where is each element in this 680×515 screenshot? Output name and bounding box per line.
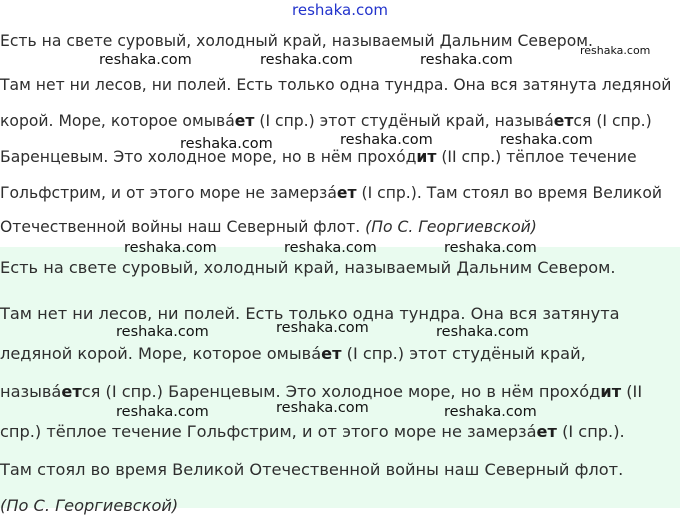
emphasized-ending: ет — [61, 382, 82, 401]
watermark-text: reshaka.com — [116, 404, 209, 420]
site-logo[interactable]: reshaka.com — [292, 1, 388, 19]
emphasized-ending: ет — [536, 422, 557, 441]
text-span: Отечественной войны наш Северный флот. — [0, 218, 366, 236]
watermark-text: reshaka.com — [99, 52, 192, 68]
text-span: Есть на свете суровый, холодный край, называемый Дальним Севером. — [0, 32, 593, 50]
text-line — [0, 112, 652, 130]
watermark-text: reshaka.com — [180, 136, 273, 152]
watermark-text: reshaka.com — [420, 52, 513, 68]
watermark-text: reshaka.com — [444, 404, 537, 420]
source-citation: (По С. Георгиевской) — [0, 496, 179, 515]
watermark-text: reshaka.com — [276, 320, 369, 336]
text-span: Гольфстрим, и от этого море не замерза́ — [0, 184, 337, 202]
text-span: ледяной корой. Море, которое омыва́ — [0, 344, 322, 363]
watermark-text: reshaka.com — [436, 324, 529, 340]
watermark-text: reshaka.com — [580, 44, 651, 57]
text-span: (II — [621, 382, 643, 401]
emphasized-ending: ет — [321, 344, 342, 363]
text-span: Есть на свете суровый, холодный край, называемый Дальним Севером. — [0, 258, 616, 277]
text-span: спр.) тёплое течение Гольфстрим, и от этого море не замерза́ — [0, 422, 537, 441]
text-line — [0, 184, 662, 202]
text-line — [0, 422, 625, 441]
text-line — [0, 344, 586, 363]
text-span: ся (I спр.) — [573, 112, 652, 130]
text-line — [0, 218, 537, 236]
emphasized-ending: ет — [553, 112, 574, 130]
emphasized-ending: ит — [600, 382, 622, 401]
text-span: Там стоял во время Великой Отечественной войны наш Северный флот. — [0, 460, 624, 479]
watermark-text: reshaka.com — [500, 132, 593, 148]
text-span: (II спр.) тёплое течение — [436, 148, 637, 166]
emphasized-ending: ит — [416, 148, 437, 166]
text-line — [0, 460, 623, 479]
text-span: (I спр.). — [556, 422, 625, 441]
watermark-text: reshaka.com — [260, 52, 353, 68]
text-span: корой. Море, которое омыва́ — [0, 112, 235, 130]
watermark-text: reshaka.com — [444, 240, 537, 256]
text-span: Там нет ни лесов, ни полей. Есть только одна тундра. Она вся затянута ледяной — [0, 76, 672, 94]
text-span: (I спр.) этот студёный край, называ́ — [254, 112, 554, 130]
watermark-text: reshaka.com — [124, 240, 217, 256]
text-span: (I спр.). Там стоял во время Великой — [356, 184, 663, 202]
emphasized-ending: ет — [234, 112, 255, 130]
text-span: ся (I спр.) Баренцевым. Это холодное море, но в нём прохо́д — [81, 382, 601, 401]
text-span: называ́ — [0, 382, 62, 401]
watermark-text: reshaka.com — [284, 240, 377, 256]
text-line — [0, 496, 178, 515]
source-citation: (По С. Георгиевской) — [365, 218, 537, 236]
text-span: Баренцевым. Это холодное море, но в нём прохо́д — [0, 148, 417, 166]
emphasized-ending: ет — [336, 184, 357, 202]
text-line — [0, 76, 671, 94]
text-line — [0, 258, 616, 277]
text-span: Там нет ни лесов, ни полей. Есть только одна тундра. Она вся затянута — [0, 304, 620, 323]
watermark-text: reshaka.com — [116, 324, 209, 340]
watermark-text: reshaka.com — [340, 132, 433, 148]
text-span: (I спр.) этот студёный край, — [341, 344, 586, 363]
watermark-text: reshaka.com — [276, 400, 369, 416]
text-line — [0, 32, 593, 50]
text-line — [0, 148, 637, 166]
text-line — [0, 382, 642, 401]
